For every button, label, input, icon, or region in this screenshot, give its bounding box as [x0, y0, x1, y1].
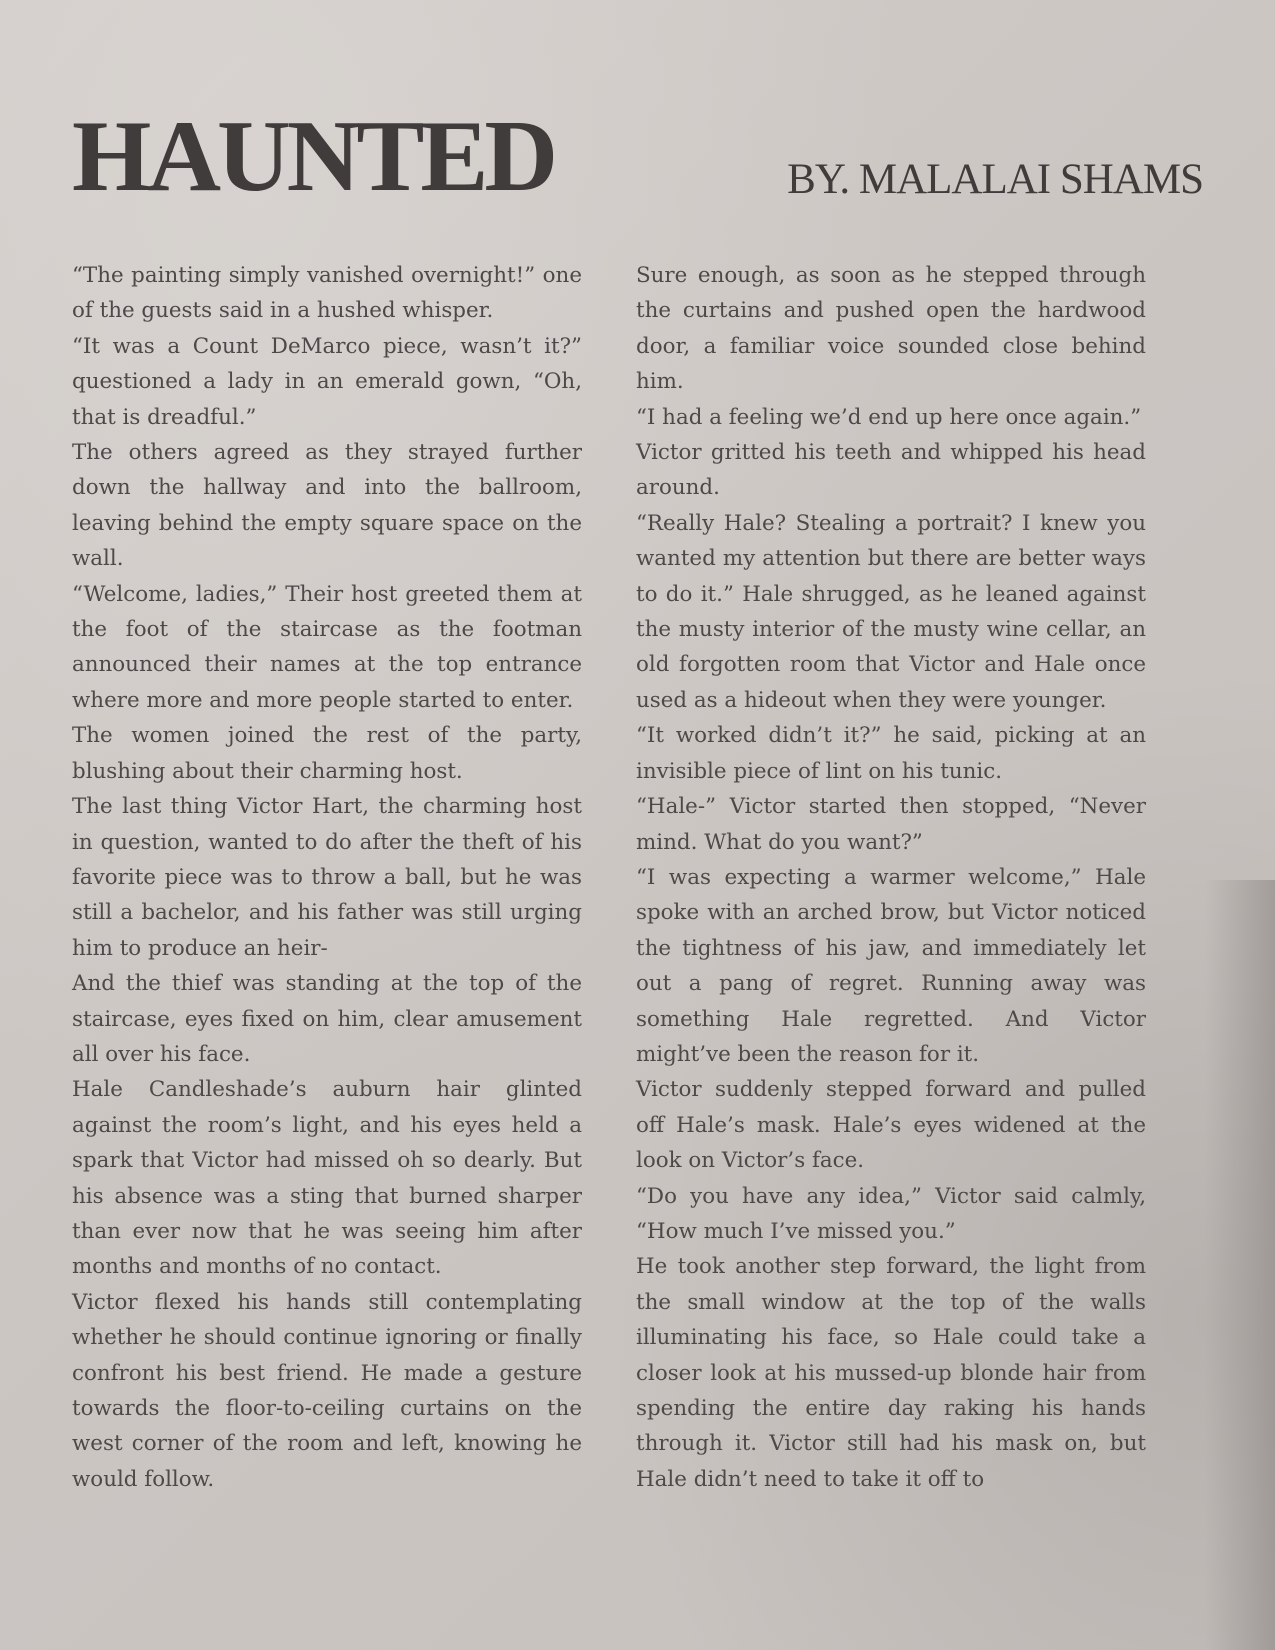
left-text-column [72, 258, 582, 1497]
paper-texture-shadow [1205, 880, 1275, 1650]
paragraph: Victor flexed his hands still contemplating whether he should continue ignoring or finally confront his best friend. He made a gesture towards the floor-to-ceiling curtains on the west corner of the room and left, knowing he would follow. [72, 1289, 582, 1492]
page-title: HAUNTED [72, 100, 555, 213]
paragraph: “Welcome, ladies,” Their host greeted them at the foot of the staircase as the footman announced their names at the top entrance where more and more people started to enter. [72, 581, 582, 713]
paragraph: “The painting simply vanished overnight!” one of the guests said in a hushed whisper. [72, 263, 582, 324]
paragraph: Victor suddenly stepped forward and pulled off Hale’s mask. Hale’s eyes widened at the look on Victor’s face. [636, 1077, 1146, 1174]
author-byline: BY. MALALAI SHAMS [787, 156, 1203, 203]
paragraph: Sure enough, as soon as he stepped through the curtains and pushed open the hardwood door, a familiar voice sounded close behind him. [636, 263, 1146, 395]
paragraph: “It worked didn’t it?” he said, picking at an invisible piece of lint on his tunic. [636, 723, 1146, 784]
right-text-column [636, 258, 1146, 1497]
paragraph: Hale Candleshade’s auburn hair glinted against the room’s light, and his eyes held a spark that Victor had missed oh so dearly. But his absence was a sting that burned sharper than ever now that he was seeing him after months and months of no contact. [72, 1077, 582, 1280]
paragraph: Victor gritted his teeth and whipped his head around. [636, 440, 1146, 501]
paragraph: “Really Hale? Stealing a portrait? I knew you wanted my attention but there are better ways to do it.” Hale shrugged, as he leaned against the musty interior of the musty wine cellar, an old forgotten room that Victor and Hale once used as a hideout when they were younger. [636, 510, 1146, 713]
paragraph: “It was a Count DeMarco piece, wasn’t it?” questioned a lady in an emerald gown, “Oh, that is dreadful.” [72, 333, 582, 430]
paragraph: “Do you have any idea,” Victor said calmly, “How much I’ve missed you.” [636, 1183, 1146, 1244]
paragraph: “I had a feeling we’d end up here once again.” [636, 404, 1142, 430]
paragraph: The last thing Victor Hart, the charming host in question, wanted to do after the theft of his favorite piece was to throw a ball, but he was still a bachelor, and his father was still urging him to produce an heir- [72, 794, 582, 961]
paragraph: And the thief was standing at the top of the staircase, eyes fixed on him, clear amusement all over his face. [72, 971, 582, 1067]
paragraph: “Hale-” Victor started then stopped, “Never mind. What do you want?” [636, 794, 1146, 855]
paragraph: He took another step forward, the light from the small window at the top of the walls illuminating his face, so Hale could take a closer look at his mussed-up blonde hair from spending the entire day raking his hands through it. Victor still had his mask on, but Hale didn’t need to take it off to [636, 1254, 1146, 1492]
paragraph: The women joined the rest of the party, blushing about their charming host. [72, 723, 582, 784]
paragraph: “I was expecting a warmer welcome,” Hale spoke with an arched brow, but Victor noticed the tightness of his jaw, and immediately let out a pang of regret. Running away was something Hale regretted. And Victor might’ve been the reason for it. [636, 864, 1146, 1067]
paragraph: The others agreed as they strayed further down the hallway and into the ballroom, leaving behind the empty square space on the wall. [72, 440, 582, 572]
